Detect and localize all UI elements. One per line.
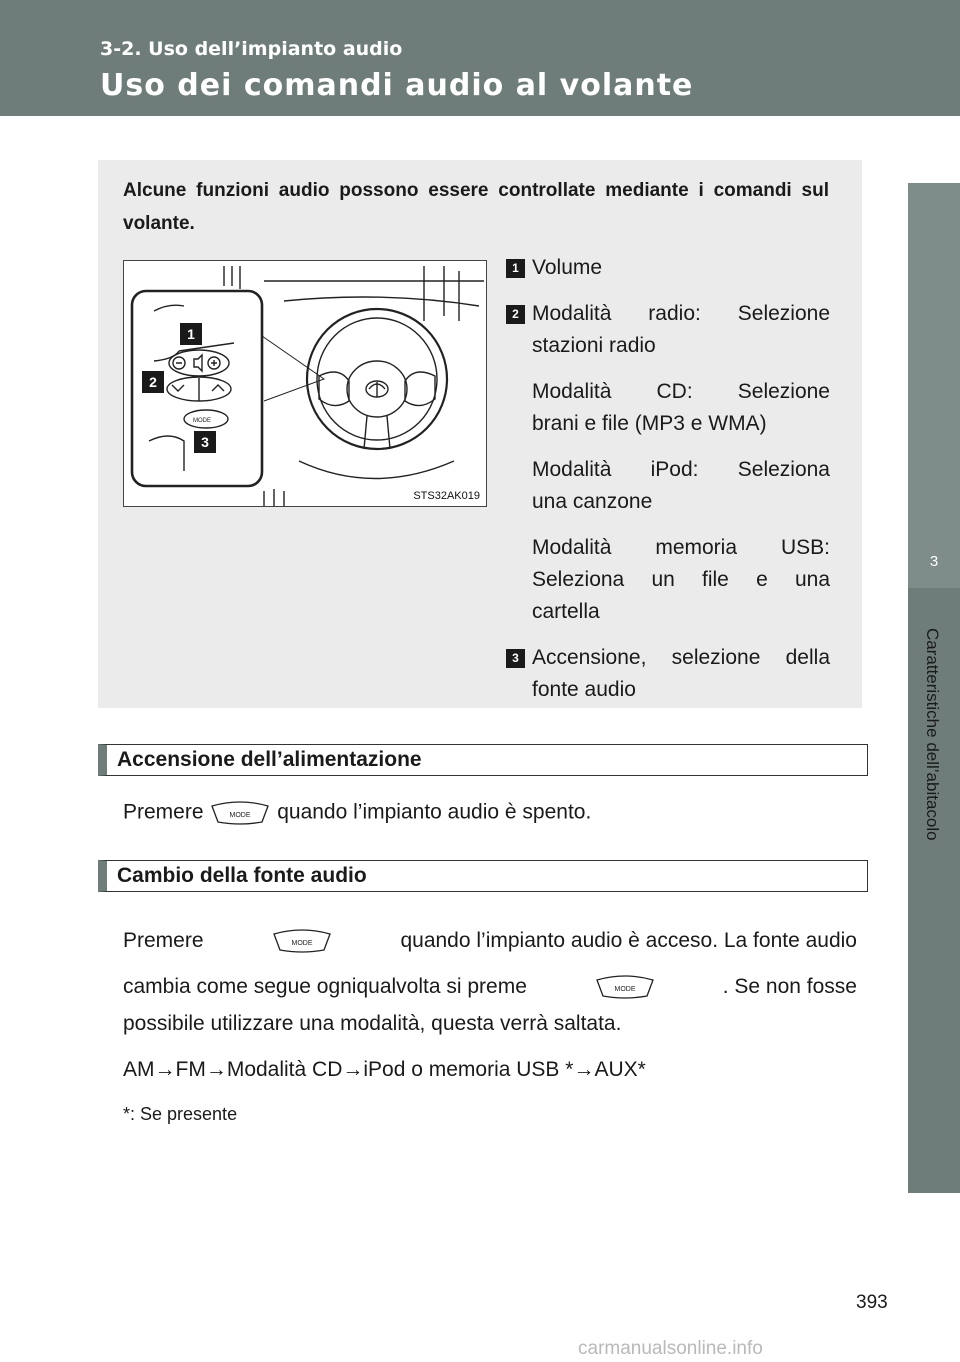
mode-button-label: MODE xyxy=(614,986,636,993)
steering-wheel-drawing xyxy=(124,261,486,506)
callout-power-source xyxy=(506,642,830,706)
page-title: Uso dei comandi audio al volante xyxy=(100,68,694,103)
mode-label-on-button: MODE xyxy=(193,418,211,424)
figure-label-2: 2 xyxy=(149,374,157,390)
page-number: 393 xyxy=(856,1292,888,1313)
figure-label-1: 1 xyxy=(187,326,195,342)
steering-wheel-illustration xyxy=(123,260,487,507)
power-on-heading xyxy=(98,744,868,776)
change-source-line-1 xyxy=(123,928,857,954)
text-segment: quando l’impianto audio è spento. xyxy=(277,800,592,824)
callout-radio-mode xyxy=(506,298,830,362)
callout-number: 2 xyxy=(506,305,525,324)
callout-line: Modalità memoria USB: xyxy=(532,536,830,559)
mode-button-icon xyxy=(594,974,656,1000)
chapter-side-tab xyxy=(908,183,960,1193)
change-source-line-3: possibile utilizzare una modalità, questa verrà saltata. xyxy=(123,1012,622,1035)
text-segment: Premere xyxy=(123,929,204,952)
text-segment: quando l’impianto audio è acceso. La fonte audio xyxy=(400,929,857,952)
power-on-text xyxy=(123,800,591,826)
callout-line: brani e file (MP3 e WMA) xyxy=(532,412,767,435)
callout-line: fonte audio xyxy=(532,678,636,701)
mode-button-icon xyxy=(271,928,333,954)
mode-button-label: MODE xyxy=(229,812,251,819)
callout-list xyxy=(506,252,830,720)
callout-line: Volume xyxy=(532,256,603,279)
text-segment: cambia come segue ogniqualvolta si preme xyxy=(123,975,527,998)
mode-button-icon xyxy=(209,800,271,826)
figure-label-3: 3 xyxy=(201,434,209,450)
text-segment: . Se non fosse xyxy=(722,975,857,998)
page-header xyxy=(0,0,960,116)
figure-code: STS32AK019 xyxy=(413,490,480,502)
chapter-number: 3 xyxy=(929,553,939,570)
change-source-heading-text: Cambio della fonte audio xyxy=(117,864,367,887)
mode-button-label: MODE xyxy=(291,940,313,947)
callout-line: Seleziona un file e una xyxy=(532,568,830,591)
callout-number: 1 xyxy=(506,259,525,278)
callout-volume xyxy=(506,252,830,284)
footnote: *: Se presente xyxy=(123,1104,238,1124)
chapter-box xyxy=(908,183,960,588)
chapter-title: Caratteristiche dell’abitacolo xyxy=(923,628,942,841)
watermark: carmanualsonline.info xyxy=(578,1338,763,1359)
source-sequence: AM→FM→Modalità CD→iPod o memoria USB *→AUX* xyxy=(123,1058,646,1081)
intro-panel xyxy=(98,160,862,708)
callout-line: Modalità radio: Selezione xyxy=(532,302,830,325)
section-label: 3-2. Uso dell’impianto audio xyxy=(100,38,403,60)
callout-line: Modalità iPod: Seleziona xyxy=(532,458,830,481)
callout-number: 3 xyxy=(506,649,525,668)
callout-line: Modalità CD: Selezione xyxy=(532,380,830,403)
callout-ipod-mode xyxy=(506,454,830,518)
callout-usb-mode xyxy=(506,532,830,628)
callout-line: Accensione, selezione della xyxy=(532,646,830,669)
text-segment: Premere xyxy=(123,800,204,824)
power-on-heading-text: Accensione dell’alimentazione xyxy=(117,748,422,771)
callout-cd-mode xyxy=(506,376,830,440)
callout-line: cartella xyxy=(532,600,600,623)
intro-lead: Alcune funzioni audio possono essere controllate mediante i comandi sul volante. xyxy=(123,180,829,234)
change-source-heading xyxy=(98,860,868,892)
callout-line: stazioni radio xyxy=(532,334,656,357)
callout-line: una canzone xyxy=(532,490,653,513)
change-source-line-2 xyxy=(123,974,857,1000)
